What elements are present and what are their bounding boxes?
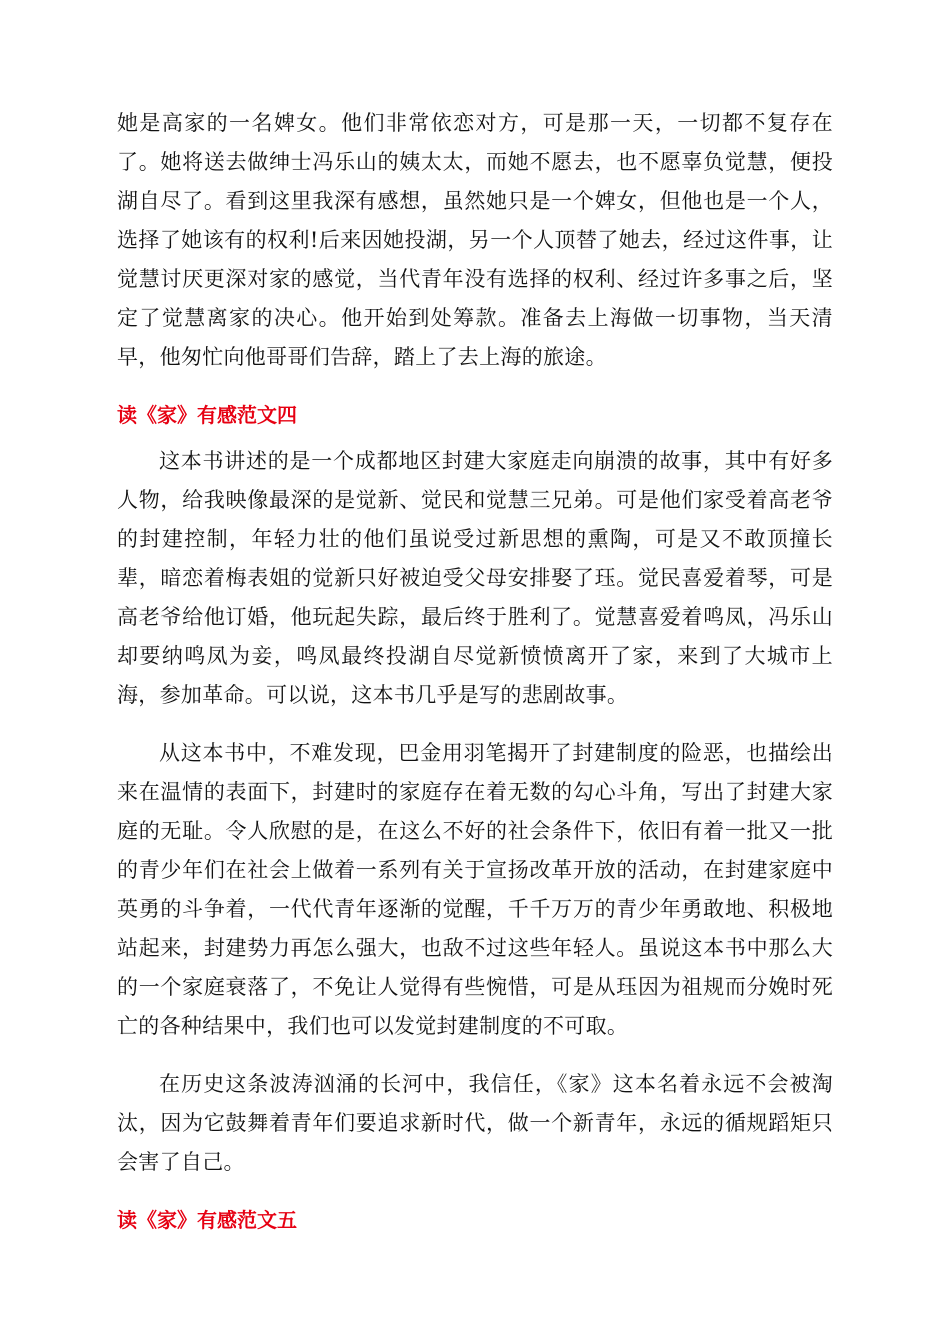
section-five-heading: 读《家》有感范文五	[117, 1208, 297, 1232]
section-four-heading: 读《家》有感范文四	[117, 403, 297, 427]
section-four-paragraph-2: 从这本书中，不难发现，巴金用羽笔揭开了封建制度的险恶，也描绘出来在温情的表面下，封建时的家庭存在着无数的勾心斗角，写出了封建大家庭的无耻。令人欣慰的是，在这么不好的社会条件下，依旧有着一批又一批的青少年们在社会上做着一系列有关于宣扬改革开放的活动，在封建家庭中英勇的斗争着，一代代青年逐渐的觉醒，千千万万的青少年勇敢地、积极地站起来，封建势力再怎么强大，也敌不过这些年轻人。虽说这本书中那么大的一个家庭衰落了，不免让人觉得有些惋惜，可是从珏因为祖规而分娩时死亡的各种结果中，我们也可以发觉封建制度的不可取。	[117, 741, 833, 1038]
continuation-paragraph: 她是高家的一名婢女。他们非常依恋对方，可是那一天，一切都不复存在了。她将送去做绅士冯乐山的姨太太，而她不愿去，也不愿辜负觉慧，便投湖自尽了。看到这里我深有感想，虽然她只是一个婢女，但他也是一个人，选择了她该有的权利!后来因她投湖，另一个人顶替了她去，经过这件事，让觉慧讨厌更深对家的感觉，当代青年没有选择的权利、经过许多事之后，坚定了觉慧离家的决心。他开始到处筹款。准备去上海做一切事物，当天清早，他匆忙向他哥哥们告辞，踏上了去上海的旅途。	[117, 111, 833, 369]
document-page	[117, 104, 833, 1236]
section-four-paragraph-1: 这本书讲述的是一个成都地区封建大家庭走向崩溃的故事，其中有好多人物，给我映像最深的是觉新、觉民和觉慧三兄弟。可是他们家受着高老爷的封建控制，年轻力壮的他们虽说受过新思想的熏陶，可是又不敢顶撞长辈，暗恋着梅表姐的觉新只好被迫受父母安排娶了珏。觉民喜爱着琴，可是高老爷给他订婚，他玩起失踪，最后终于胜利了。觉慧喜爱着鸣凤，冯乐山却要纳鸣凤为妾，鸣凤最终投湖自尽觉新愤愤离开了家，来到了大城市上海，参加革命。可以说，这本书几乎是写的悲剧故事。	[117, 449, 833, 707]
section-spacer	[117, 377, 833, 399]
section-four-paragraph-3: 在历史这条波涛汹涌的长河中，我信任，《家》这本名着永远不会被淘汰，因为它鼓舞着青年们要追求新时代，做一个新青年，永远的循规蹈矩只会害了自己。	[117, 1072, 833, 1174]
section-spacer	[117, 1182, 833, 1204]
